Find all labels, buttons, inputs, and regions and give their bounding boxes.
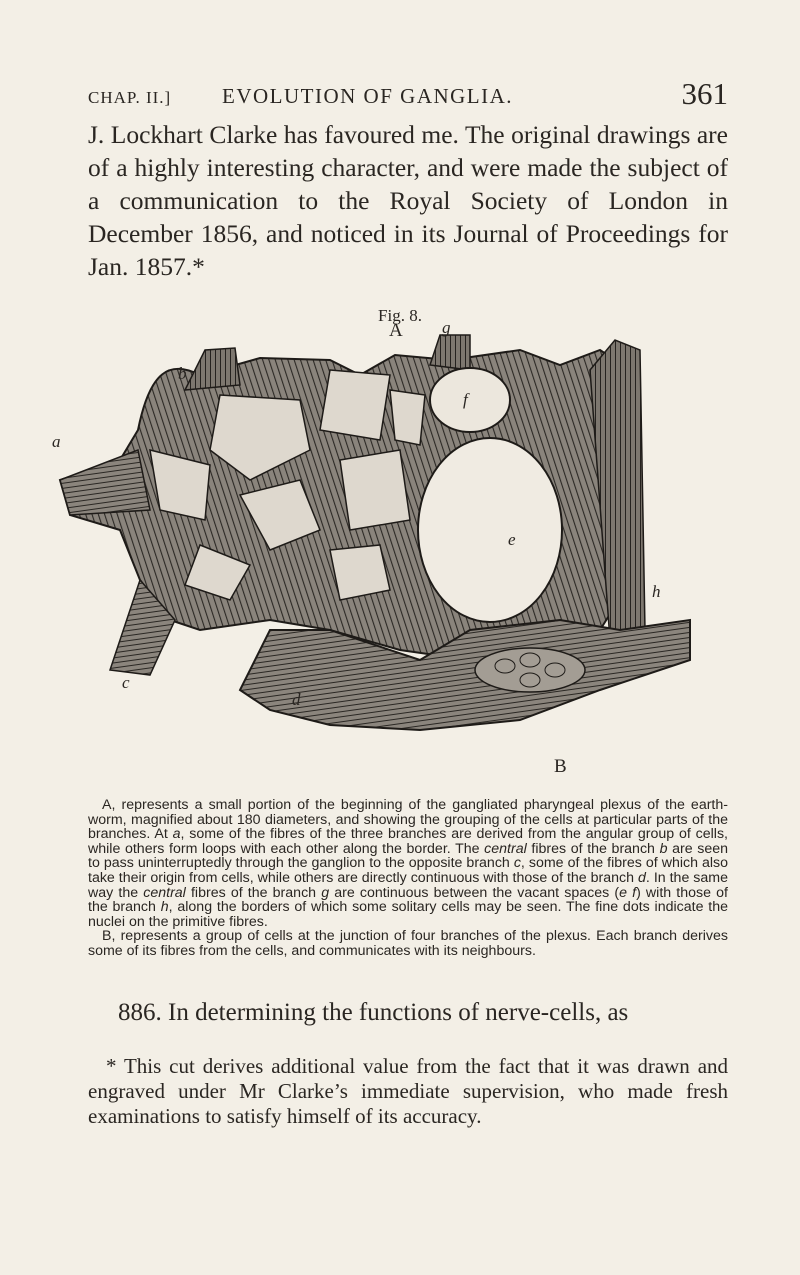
figure-letter-g: g <box>442 318 451 337</box>
figure-letter-b: b <box>178 364 187 383</box>
figure-label: Fig. 8. <box>378 306 422 325</box>
branch-b <box>185 348 240 390</box>
body-paragraph: J. Lockhart Clarke has favoured me. The original drawings are of a highly interesting character, and were made the subject of a communication to the Royal Society of London in December 1856, and noticed in its Journal of Proceedings for Jan. 1857.* <box>88 120 728 281</box>
figure-letter-A: A <box>389 320 403 341</box>
branch-g <box>430 335 470 370</box>
figure-letter-B: B <box>554 756 567 777</box>
caption-paragraph-b: B, represents a group of cells at the junction of four branches of the plexus. Each branch derives some of its fibres from the cells, and communicates with its neighbours. <box>88 928 728 959</box>
vacant-space-f <box>430 368 510 432</box>
figure-letter-a: a <box>52 432 61 451</box>
ganglion-illustration <box>0 330 800 790</box>
branch-a <box>60 450 150 515</box>
running-title: EVOLUTION OF GANGLIA. <box>222 84 514 108</box>
running-head <box>88 76 728 120</box>
section-text: In determining the functions of nerve-cells, as <box>168 999 629 1026</box>
section-number: 886. <box>118 999 162 1026</box>
vacant-space-e <box>418 438 562 622</box>
footnote <box>88 1054 728 1129</box>
chapter-label: CHAP. II.] <box>88 88 172 107</box>
figure-letter-h: h <box>652 582 661 601</box>
figure-letter-c: c <box>122 673 130 692</box>
branch-d <box>240 620 690 730</box>
page-number: 361 <box>681 76 728 111</box>
section-paragraph <box>88 997 728 1029</box>
footnote-lead: * This cut derives additional value from the fact that it was drawn <box>106 1054 690 1078</box>
figure-8 <box>0 318 800 790</box>
figure-letter-d: d <box>292 690 301 709</box>
footnote-rest: and engraved under Mr Clarke’s immediate supervision, who made fresh examinations to satisfy himself of its accuracy. <box>88 1054 729 1128</box>
figure-caption <box>88 798 728 959</box>
figure-letter-f: f <box>463 390 468 409</box>
figure-letter-e: e <box>508 530 516 549</box>
caption-paragraph-a: A, represents a small portion of the beginning of the gangliated pharyngeal plexus of the earth-worm, magnified about 180 diameters, and showing the grouping of the cells at particular parts of the branches. At a, some of the fibres of the three branches are derived from the angular group of cells, while others form loops with each other along the border. The central fibres of the branch b are seen to pass uninterruptedly through the ganglion to the opposite branch c, some of the fibres of which also take their origin from cells, while others are directly continuous with those of the branch d. In the same way the central fibres of the branch g are continuous between the vacant spaces (e f) with those of the branch h, along the borders of which some solitary cells may be seen. The fine dots indicate the nuclei on the primitive fibres. <box>88 797 729 930</box>
